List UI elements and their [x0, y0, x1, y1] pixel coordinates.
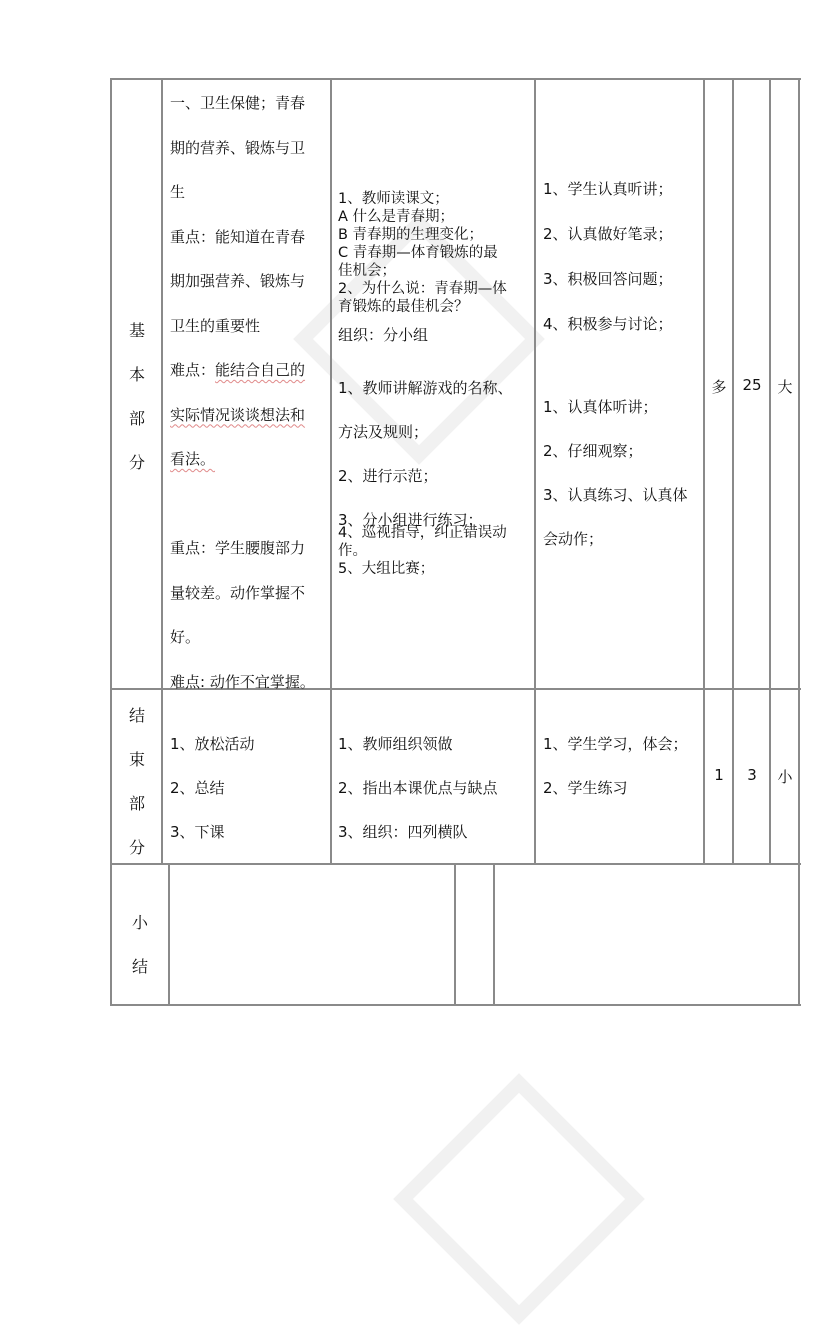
content-line: 2、总结 — [170, 779, 225, 797]
content-line: 卫生的重要性 — [170, 316, 261, 335]
col-divider — [534, 78, 536, 865]
teacher-activity-main-c — [338, 524, 534, 578]
table-border — [110, 78, 112, 1006]
activity-line: 方法及规则； — [338, 423, 429, 441]
activity-line: B 青春期的生理变化； — [338, 227, 484, 243]
summary-cell-1[interactable] — [170, 865, 454, 1004]
activity-line: 作。 — [338, 543, 367, 559]
col-divider — [769, 78, 771, 865]
activity-line: 佳机会； — [338, 263, 396, 279]
activity-line: 3、积极回答问题； — [543, 270, 673, 288]
label-char: 部 — [128, 794, 145, 813]
frequency-value: 多 — [711, 378, 727, 396]
col-divider — [732, 78, 734, 865]
col-divider — [703, 78, 705, 865]
main-content — [170, 81, 330, 704]
table-border — [111, 1004, 801, 1006]
end-frequency-value: 1 — [714, 766, 724, 784]
content-line: 生 — [170, 183, 186, 201]
content-line — [170, 348, 330, 393]
teacher-activity-main-b — [338, 366, 534, 542]
activity-line: 2、学生练习 — [543, 779, 628, 797]
label-char: 束 — [128, 750, 145, 769]
activity-line: C 青春期—体育锻炼的最 — [338, 245, 498, 261]
difficulty-text: 实际情况谈谈想法和 — [170, 405, 306, 424]
activity-line: 5、大组比赛； — [338, 561, 435, 577]
teacher-activity-main-a — [338, 190, 534, 316]
organization-text: 组织：分小组 — [338, 326, 429, 344]
end-time-value: 3 — [747, 766, 757, 784]
content-line: 期的营养、锻炼与卫 — [170, 138, 306, 157]
activity-line: A 什么是青春期； — [338, 209, 455, 225]
section-label-summary — [130, 901, 150, 989]
content-line: 好。 — [170, 628, 201, 646]
content-line — [170, 482, 330, 527]
activity-line: 1、教师组织领做 — [338, 735, 453, 753]
activity-line: 2、进行示范； — [338, 467, 438, 485]
activity-line: 4、巡视指导，纠正错误动 — [338, 525, 507, 541]
end-teacher-activity — [338, 722, 498, 854]
difficulty-text: 难点：能结合自己的 — [170, 361, 306, 379]
col-divider — [161, 78, 163, 865]
end-intensity-value: 小 — [777, 768, 793, 786]
label-char: 部 — [128, 409, 145, 428]
activity-line: 1、教师读课文； — [338, 191, 449, 207]
content-line: 期加强营养、锻炼与 — [170, 272, 306, 290]
content-line: 1、放松活动 — [170, 735, 255, 753]
activity-line: 3、分小组进行练习； — [338, 511, 483, 529]
activity-line: 会动作； — [543, 530, 604, 548]
activity-line: 3、认真练习、认真体 — [543, 486, 688, 504]
content-line: 一、卫生保健；青春 — [170, 94, 306, 112]
summary-cell-2[interactable] — [456, 865, 493, 1004]
content-line: 难点: 动作不宜掌握。 — [170, 672, 315, 691]
label-char: 结 — [128, 706, 145, 725]
intensity-value: 大 — [777, 378, 793, 396]
label-char: 分 — [128, 838, 145, 857]
activity-line: 2、仔细观察； — [543, 442, 643, 460]
section-label-main — [127, 309, 147, 485]
label-char: 本 — [128, 365, 145, 384]
time-value: 25 — [742, 376, 762, 394]
difficulty-text: 看法。 — [170, 450, 216, 468]
student-activity-main-b — [543, 385, 703, 561]
activity-line: 1、教师讲解游戏的名称、 — [338, 379, 513, 397]
label-char: 分 — [128, 453, 145, 472]
content-line: 重点：学生腰腹部力 — [170, 539, 306, 557]
student-activity-main-a — [543, 167, 703, 347]
activity-line: 2、认真做好笔录； — [543, 225, 673, 243]
activity-line: 3、组织：四列横队 — [338, 823, 468, 841]
content-line: 3、下课 — [170, 823, 225, 841]
label-char: 结 — [131, 957, 148, 976]
label-char: 基 — [128, 321, 145, 340]
content-line: 量较差。动作掌握不 — [170, 583, 306, 602]
activity-line: 1、学生认真听讲； — [543, 180, 673, 198]
end-student-activity — [543, 722, 688, 810]
watermark — [393, 1073, 645, 1325]
end-content — [170, 722, 255, 854]
summary-cell-3[interactable] — [495, 865, 798, 1004]
content-line — [170, 393, 330, 438]
table-border — [798, 78, 800, 1006]
table-border — [111, 78, 801, 80]
content-line — [170, 437, 330, 482]
activity-line: 2、指出本课优点与缺点 — [338, 779, 498, 797]
label-char: 小 — [131, 913, 148, 932]
section-label-end — [127, 694, 147, 870]
content-line: 重点：能知道在青春 — [170, 227, 306, 246]
activity-line: 育锻炼的最佳机会？ — [338, 299, 469, 315]
activity-line: 1、学生学习，体会； — [543, 735, 688, 753]
difficulty-text: 能结合自己的 — [215, 361, 306, 379]
activity-line: 1、认真体听讲； — [543, 398, 658, 416]
col-divider — [330, 78, 332, 865]
activity-line: 2、为什么说：青春期—体 — [338, 281, 507, 297]
activity-line: 4、积极参与讨论； — [543, 315, 673, 333]
